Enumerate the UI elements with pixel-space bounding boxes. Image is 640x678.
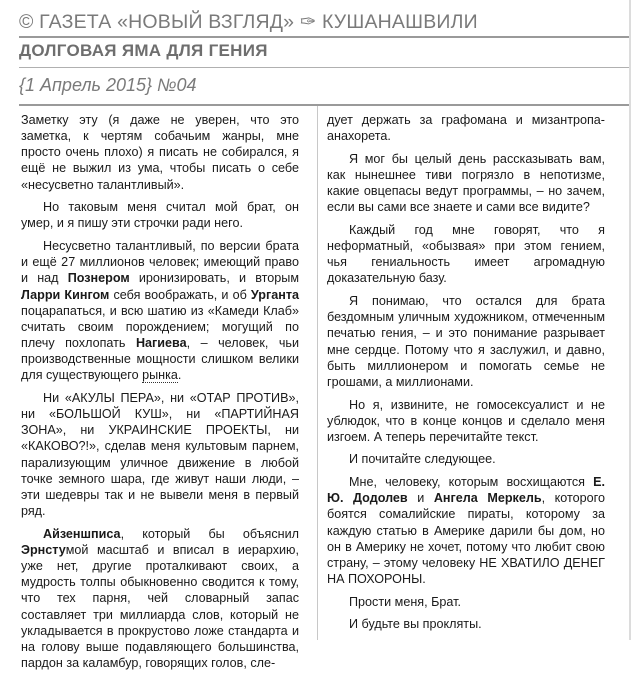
dateline-rule: [19, 104, 631, 106]
paragraph: Но я, извините, не гомосексуалист и не ублюдок, что в конце концов и сделало меня изгоем. А теперь перечитайте текст.: [327, 397, 605, 444]
header-rule: [19, 36, 631, 38]
newspaper-header: © ГАЗЕТА «НОВЫЙ ВЗГЛЯД» ✑ КУШАНАШВИЛИ: [19, 11, 478, 33]
paragraph: Но таковым меня считал мой брат, он умер, и я пишу эти строчки ради него.: [21, 200, 299, 231]
paragraph: Заметку эту (я даже не уверен, что это заметка, к чертям собачьим жанры, мне просто очень плохо) я писать не собирался, я ещё не выжил из ума, чтобы писать о себе «несусветно талантливый».: [21, 113, 299, 192]
column-divider: [317, 106, 318, 640]
paragraph: Я мог бы целый день рассказывать вам, как нынешнее тиви погрязло в непотизме, какие овцепасы ведут программы, – но зачем, если вы сами все знаете и сами все видите?: [327, 151, 605, 215]
dotted-word: рынка: [142, 368, 178, 383]
paragraph: Несусветно талантливый, по версии брата и ещё 27 миллионов человек; имеющий право и над Познером иронизировать, и вторым Ларри Кингом себя воображать, и об Урганта поцарапаться, и всю шатию из «Камеди Клаб» считать своим порождением; могущий по плечу похлопать Нагиева, – человек, чьи производственные мощности слишком велики для существующего рынка.: [21, 239, 299, 383]
article-headline: ДОЛГОВАЯ ЯМА ДЛЯ ГЕНИЯ: [19, 41, 268, 60]
name-dodolev: Е. Ю. Додолев: [327, 475, 605, 506]
paragraph: Мне, человеку, которым восхищаются Е. Ю. Додолев и Ангела Меркель, которого боятся сомалийские пираты, которому за каждую статью в Америке дарили бы дом, но он в Америку не хочет, потому что любит свою страну, – этому человеку НЕ ХВАТИЛО ДЕНЕГ НА ПОХОРОНЫ.: [327, 475, 605, 587]
paragraph: И почитайте следующее.: [349, 452, 496, 467]
paragraph: Прости меня, Брат.: [349, 594, 461, 609]
name-merkel: Ангела Меркель: [433, 491, 542, 506]
paragraph: И будьте вы прокляты.: [349, 617, 482, 632]
paragraph: Каждый год мне говорят, что я неформатный, «обызвая» при этом гением, чья гениальность имеет агромадную доказательную базу.: [327, 222, 605, 286]
paragraph: Я понимаю, что остался для брата бездомным уличным художником, отмеченным печатью гения, – и это понимание разрывает мне сердце. Потому что я заслужил, и давно, быть миллионером и помогать семье не грошами, а миллионами.: [327, 294, 605, 389]
paragraph: дует держать за графомана и мизантропа-анахорета.: [327, 113, 605, 144]
name-ernst: Эрнсту: [21, 542, 66, 557]
page-edge: [629, 0, 631, 640]
name-nagiev: Нагиева: [135, 336, 187, 351]
issue-dateline: {1 Апрель 2015} №04: [19, 75, 197, 95]
paragraph: Ни «АКУЛЫ ПЕРА», ни «ОТАР ПРОТИВ», ни «БОЛЬШОЙ КУШ», ни «ПАРТИЙНАЯ ЗОНА», ни УКРАИНСКИЕ ПРОЕКТЫ, ни «КАКОВО?!», сделав меня культовым парнем, парализующим уличное движение в любой точке земного шара, где живут наши люди, – эти шедевры так и не вывели меня в первый ряд.: [21, 391, 299, 519]
name-urgant: Урганта: [250, 287, 299, 302]
name-aizenshpis: Айзеншписа: [43, 526, 121, 541]
name-larry-king: Ларри Кингом: [21, 287, 110, 302]
article-column-right: [327, 112, 605, 639]
headline-rule: [19, 67, 631, 68]
article-column-left: [21, 112, 299, 678]
paragraph: Айзеншписа, который бы объяснил Эрнстумой масштаб и вписал в иерархию, уже нет, другие проталкивают своих, а мудрость толпы обыкновенно сводится к тому, что тех парня, чей словарный запас составляет три миллиарда слов, который не укладывается в прокрустово ложе стандарта и на голову выше подавляющего большинства, пардон за каламбур, говорящих голов, сле-: [21, 526, 299, 670]
name-pozner: Познером: [67, 271, 130, 286]
